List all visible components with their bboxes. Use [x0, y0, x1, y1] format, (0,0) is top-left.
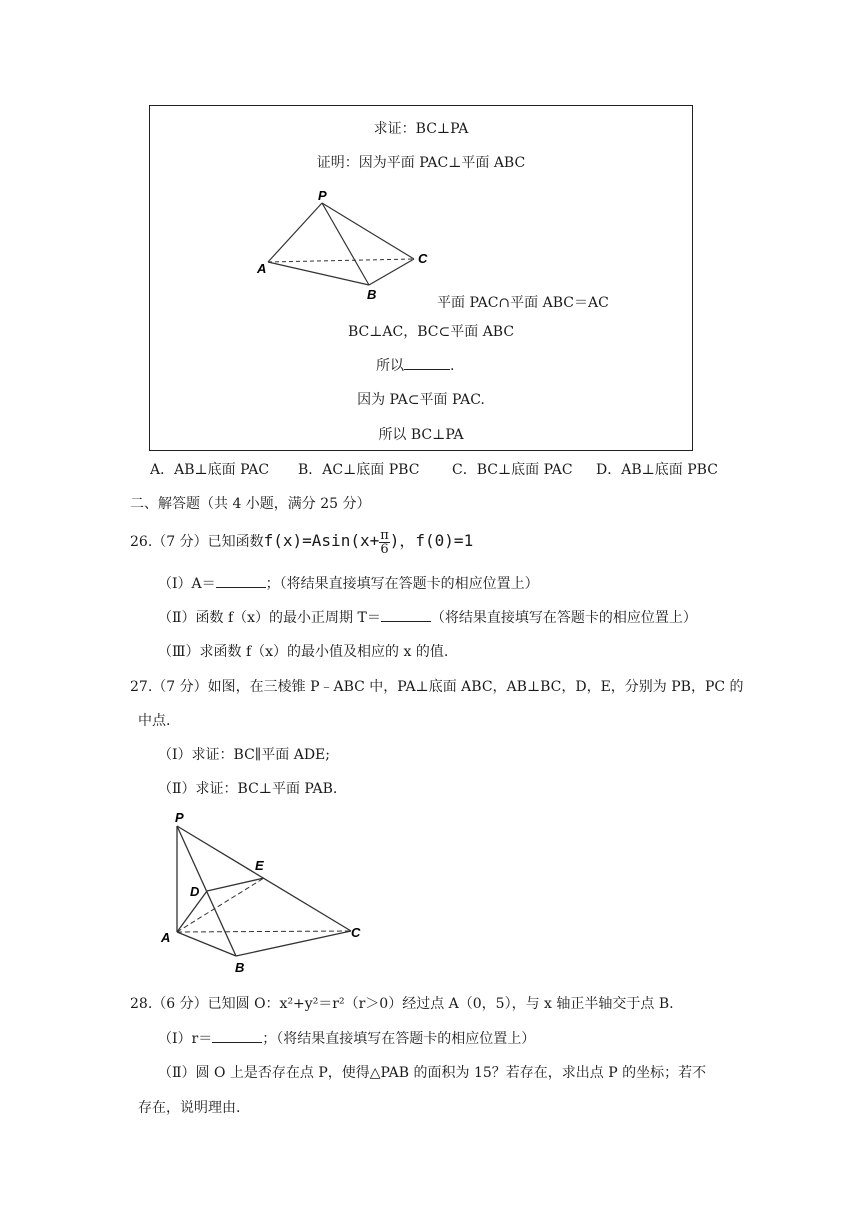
label-d: D	[190, 884, 200, 899]
q26-fraction	[379, 529, 390, 556]
q28-part1-prefix: （Ⅰ）r＝	[158, 1031, 213, 1047]
proof-line-because: 证明：因为平面 PAC⊥平面 ABC	[316, 155, 526, 171]
proof-line-therefore-blank	[376, 355, 454, 375]
proof-therefore-suffix: .	[450, 358, 455, 374]
proof-line-claim: 求证：BC⊥PA	[373, 121, 469, 137]
answer-blank	[404, 357, 450, 370]
proof-box	[149, 105, 693, 451]
label-p: P	[318, 188, 327, 203]
answer-blank	[216, 575, 266, 588]
q26-formula-start: f(x)=Asin(x+	[263, 531, 380, 550]
label-e: E	[255, 858, 264, 873]
section-title: 二、解答题（共 4 小题，满分 25 分）	[130, 496, 371, 512]
option-c: C．BC⊥底面 PAC	[452, 462, 573, 478]
proof-line-pa-in-plane: 因为 PA⊂平面 PAC.	[357, 392, 485, 408]
option-d: D．AB⊥底面 PBC	[596, 462, 718, 478]
proof-line-bc-ac: BC⊥AC，BC⊂平面 ABC	[348, 324, 515, 340]
q28-part2-cont: 存在，说明理由.	[138, 1100, 241, 1116]
q27-stem: 27.（7 分）如图，在三棱锥 P﹣ABC 中，PA⊥底面 ABC，AB⊥BC，D，E，分别为 PB，PC 的	[130, 679, 744, 695]
label-c: C	[351, 925, 361, 940]
proof-line-conclusion: 所以 BC⊥PA	[378, 427, 464, 443]
q26-part1-prefix: （Ⅰ）A＝	[158, 576, 216, 592]
answer-blank	[381, 609, 431, 622]
label-b: B	[367, 287, 377, 302]
q26-frac-denominator: 6	[380, 541, 389, 557]
q26-stem-text: 26.（7 分）已知函数	[130, 534, 264, 550]
q27-part1: （Ⅰ）求证：BC∥平面 ADE;	[158, 747, 330, 763]
proof-therefore-prefix: 所以	[376, 358, 404, 374]
q26-part2-prefix: （Ⅱ）函数 f（x）的最小正周期 T＝	[158, 610, 381, 626]
option-b: B．AC⊥底面 PBC	[298, 462, 420, 478]
q27-stem-cont: 中点.	[138, 713, 171, 729]
proof-line-intersection: 平面 PAC∩平面 ABC＝AC	[437, 295, 609, 311]
label-p: P	[175, 810, 184, 825]
q26-stem	[130, 528, 473, 556]
q26-part1	[158, 573, 539, 593]
pyramid-figure-1	[250, 186, 440, 306]
q26-part1-suffix: ；（将结果直接填写在答题卡的相应位置上）	[265, 576, 539, 592]
answer-blank	[212, 1030, 262, 1043]
q26-part2-suffix: （将结果直接填写在答题卡的相应位置上）	[430, 610, 697, 626]
label-a: A	[161, 930, 171, 945]
q26-formula-end: )，f(0)=1	[389, 531, 474, 550]
pyramid-figure-2	[155, 808, 385, 978]
q28-stem: 28.（6 分）已知圆 O：x²+y²＝r²（r＞0）经过点 A（0，5），与 x 轴正半轴交于点 B.	[130, 996, 674, 1012]
q28-part1	[158, 1028, 535, 1048]
q27-part2: （Ⅱ）求证：BC⊥平面 PAB.	[158, 781, 338, 797]
label-b: B	[235, 960, 245, 975]
q26-frac-numerator: π	[380, 527, 389, 543]
label-c: C	[418, 251, 428, 266]
q28-part2: （Ⅱ）圆 O 上是否存在点 P，使得△PAB 的面积为 15？若存在，求出点 P 的坐标；若不	[158, 1065, 707, 1081]
q26-part3: （Ⅲ）求函数 f（x）的最小值及相应的 x 的值.	[158, 644, 449, 660]
option-a: A．AB⊥底面 PAC	[150, 462, 270, 478]
q26-part2	[158, 607, 697, 627]
label-a: A	[257, 261, 267, 276]
q28-part1-suffix: ；（将结果直接填写在答题卡的相应位置上）	[262, 1031, 536, 1047]
